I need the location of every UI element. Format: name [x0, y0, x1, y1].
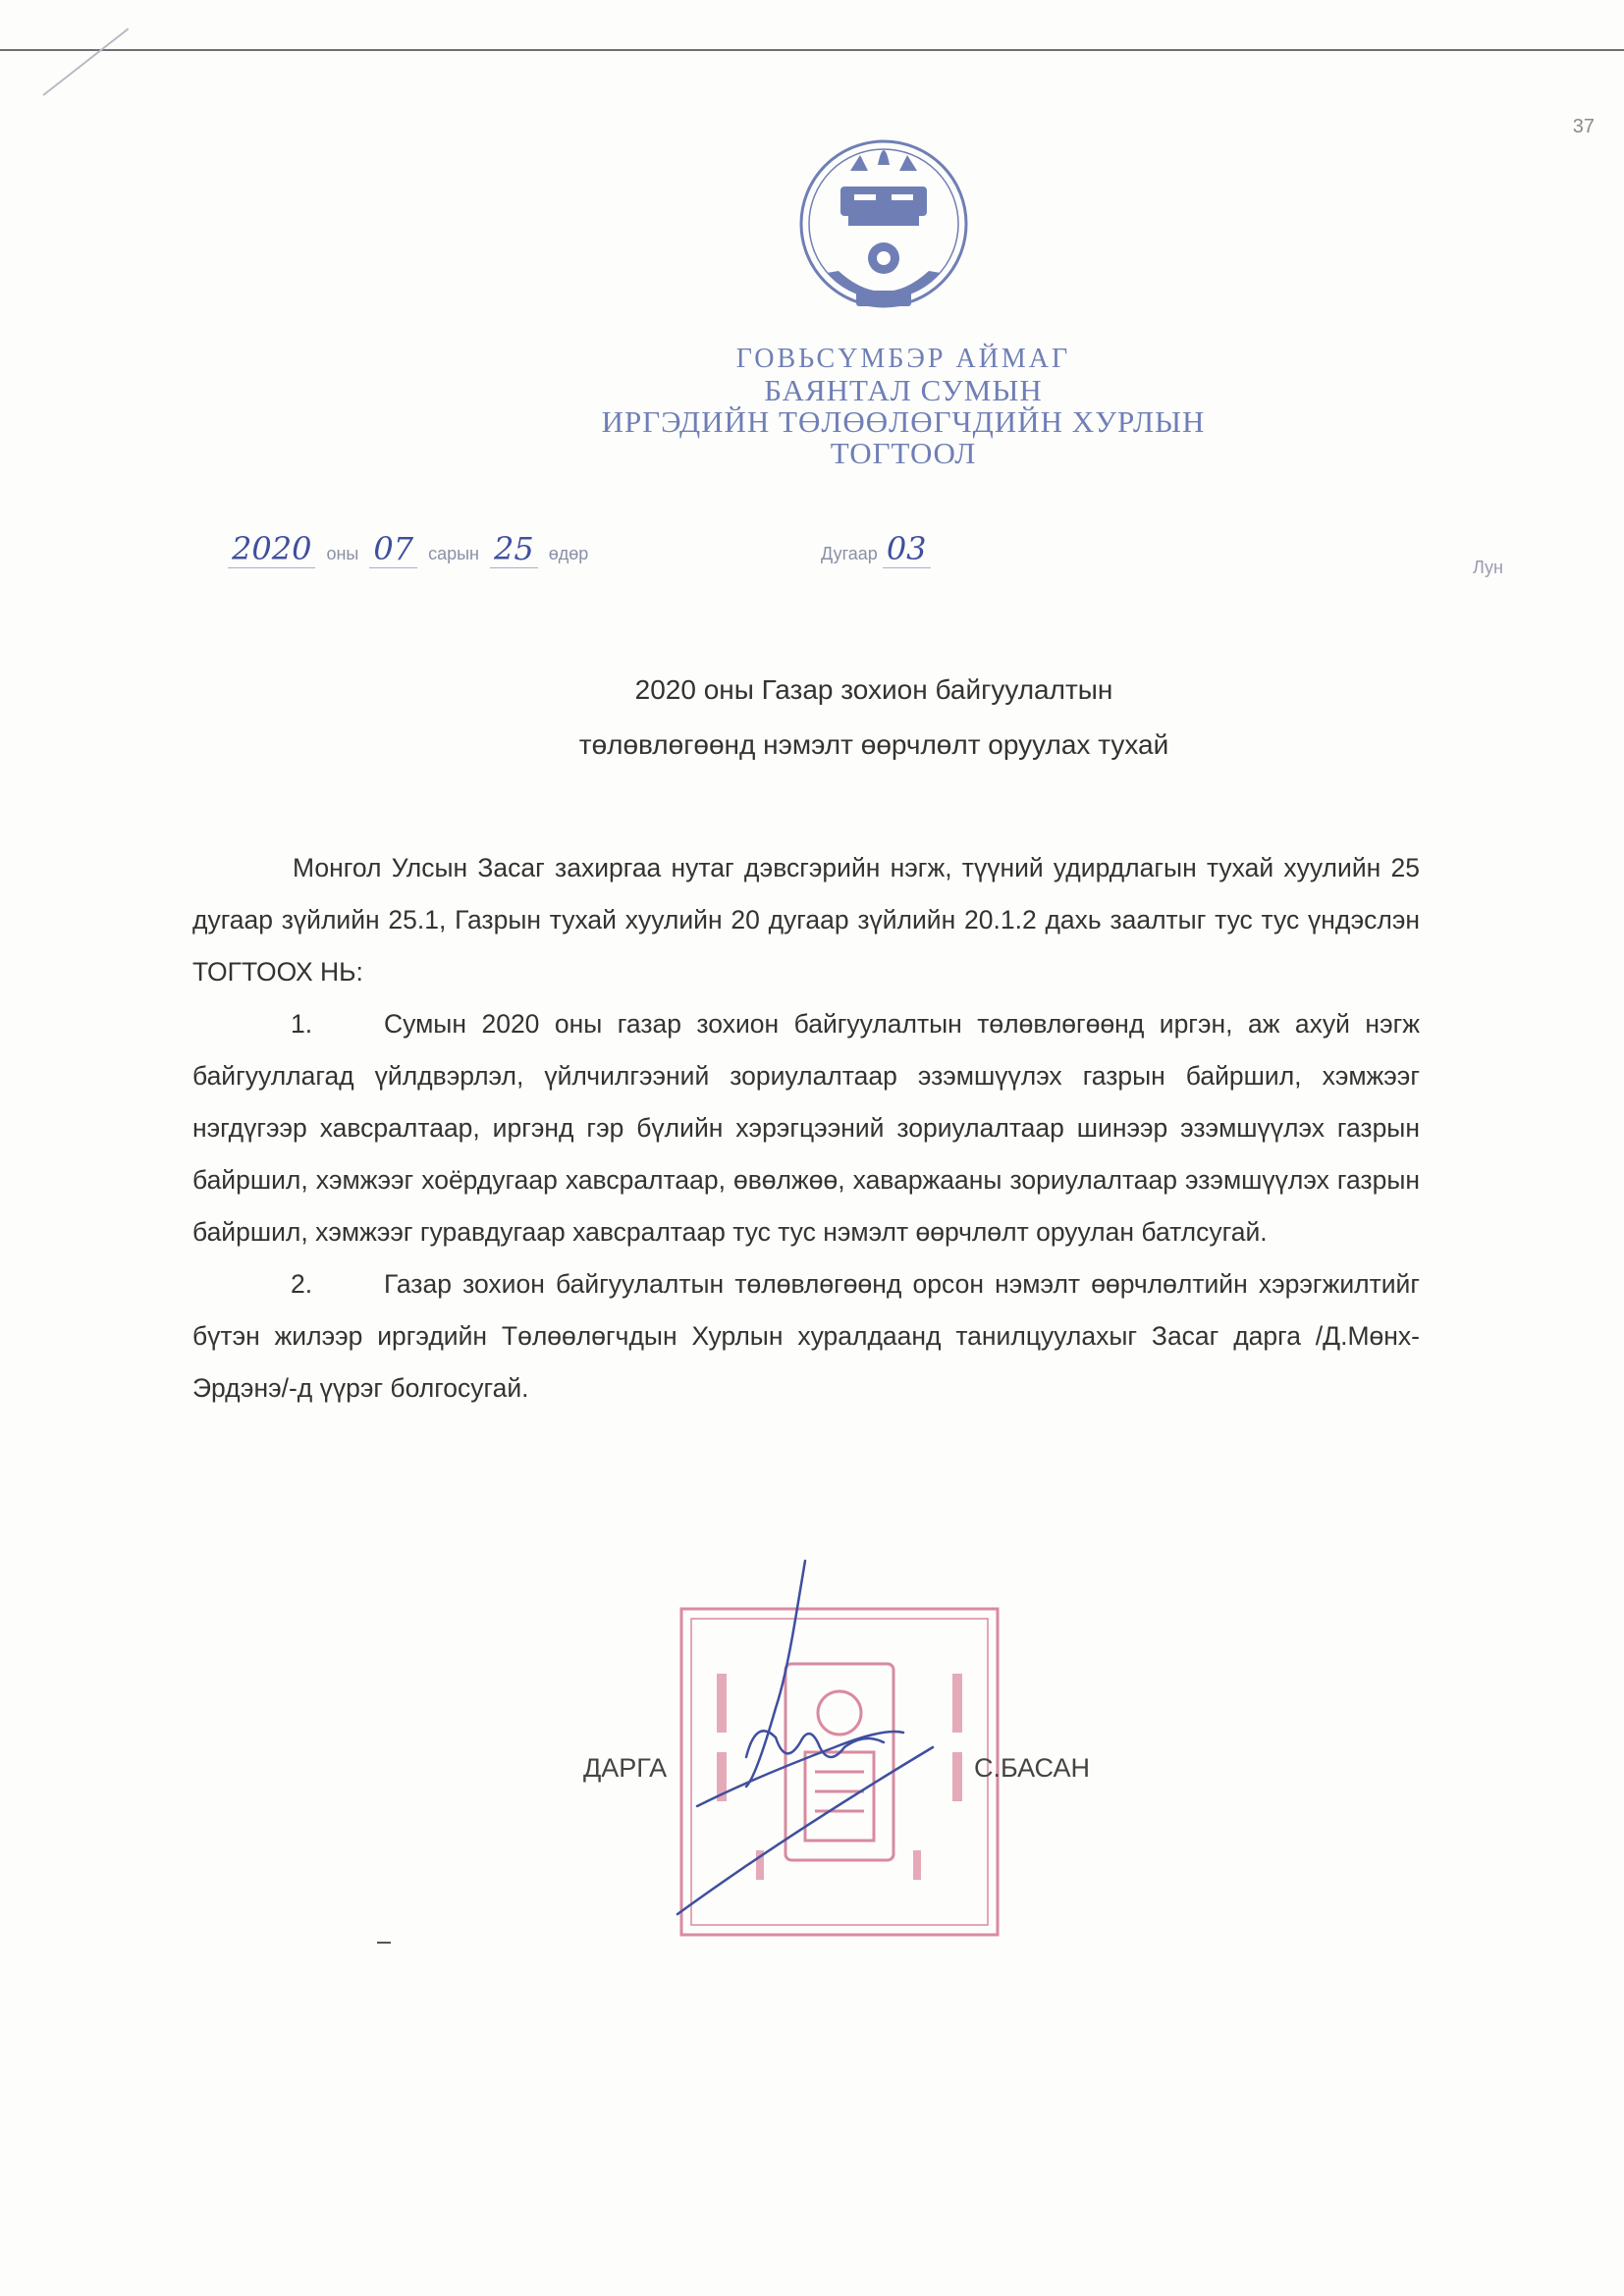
- number-label: Дугаар: [821, 544, 878, 563]
- document-title: [393, 663, 1355, 773]
- document-place: Лун: [1473, 558, 1503, 577]
- number-value: 03: [883, 530, 931, 568]
- date-line: [228, 530, 594, 567]
- signer-role: ДАРГА: [583, 1753, 668, 1783]
- signer-name: С.БАСАН: [974, 1753, 1090, 1783]
- clause-2-number: 2.: [291, 1269, 313, 1299]
- page-top-rule: [0, 49, 1624, 51]
- signature-icon: [638, 1531, 1011, 1944]
- date-month: 07: [369, 530, 417, 568]
- header-aimag: ГОВЬСҮМБЭР АЙМАГ: [735, 344, 1071, 374]
- corner-mark: 37: [1572, 116, 1595, 137]
- signature-block: [550, 1531, 1139, 1983]
- date-day: 25: [490, 530, 538, 568]
- clause-1-text: Сумын 2020 оны газар зохион байгуулалтын төлөвлөгөөнд иргэн, аж ахуй нэгж байгууллагад үйлдвэрлэл, үйлчилгээний зориулалтаар эзэмшүүлэх газрын байршил, хэмжээг нэгдүгээр хавсралтаар, иргэнд гэр бүлийн хэрэгцээний зориулалтаар шинээр эзэмшүүлэх газрын байршил, хэмжээг хоёрдугаар хавсралтаар, өвөлжөө, хаваржааны зориулалтаар эзэмшүүлэх газрын байршил, хэмжээг гуравдугаар хавсралтаар тус тус нэмэлт өөрчлөлт оруулан батлсугай.: [192, 1009, 1420, 1247]
- title-line-2: төлөвлөгөөнд нэмэлт өөрчлөлт оруулах тухай: [578, 729, 1169, 760]
- date-month-suffix: сарын: [428, 544, 479, 563]
- clause-2-text: Газар зохион байгуулалтын төлөвлөгөөнд орсон нэмэлт өөрчлөлтийн хэрэгжилтийг бүтэн жилээр иргэдийн Төлөөлөгчдын Хурлын хуралдаанд танилцуулахыг Засаг дарга /Д.Мөнх-Эрдэнэ/-д үүрэг болгосугай.: [192, 1269, 1420, 1403]
- date-year-suffix: оны: [326, 544, 359, 563]
- header-doc-type: ТОГТООЛ: [830, 436, 977, 470]
- state-emblem-icon: [791, 126, 976, 332]
- document-number: [821, 530, 931, 567]
- header-sum: БАЯНТАЛ СУМЫН: [764, 373, 1043, 407]
- date-year: 2020: [228, 530, 315, 568]
- clause-1: [192, 998, 1420, 1258]
- clause-2: [192, 1258, 1420, 1415]
- clause-1-number: 1.: [291, 1009, 313, 1039]
- document-header: [393, 344, 1414, 469]
- header-khural: ИРГЭДИЙН ТӨЛӨӨЛӨГЧДИЙН ХУРЛЫН: [601, 404, 1206, 439]
- title-line-1: 2020 оны Газар зохион байгуулалтын: [634, 674, 1113, 705]
- document-body: [192, 842, 1420, 1415]
- pen-mark: [42, 27, 129, 95]
- date-day-suffix: өдөр: [548, 544, 589, 563]
- scan-dash: [377, 1942, 391, 1944]
- intro-paragraph: Монгол Улсын Засаг захиргаа нутаг дэвсгэрийн нэгж, түүний удирдлагын тухай хуулийн 25 дугаар зүйлийн 25.1, Газрын тухай хуулийн 20 дугаар зүйлийн 20.1.2 дахь заалтыг тус тус үндэслэн ТОГТООХ НЬ:: [192, 853, 1420, 987]
